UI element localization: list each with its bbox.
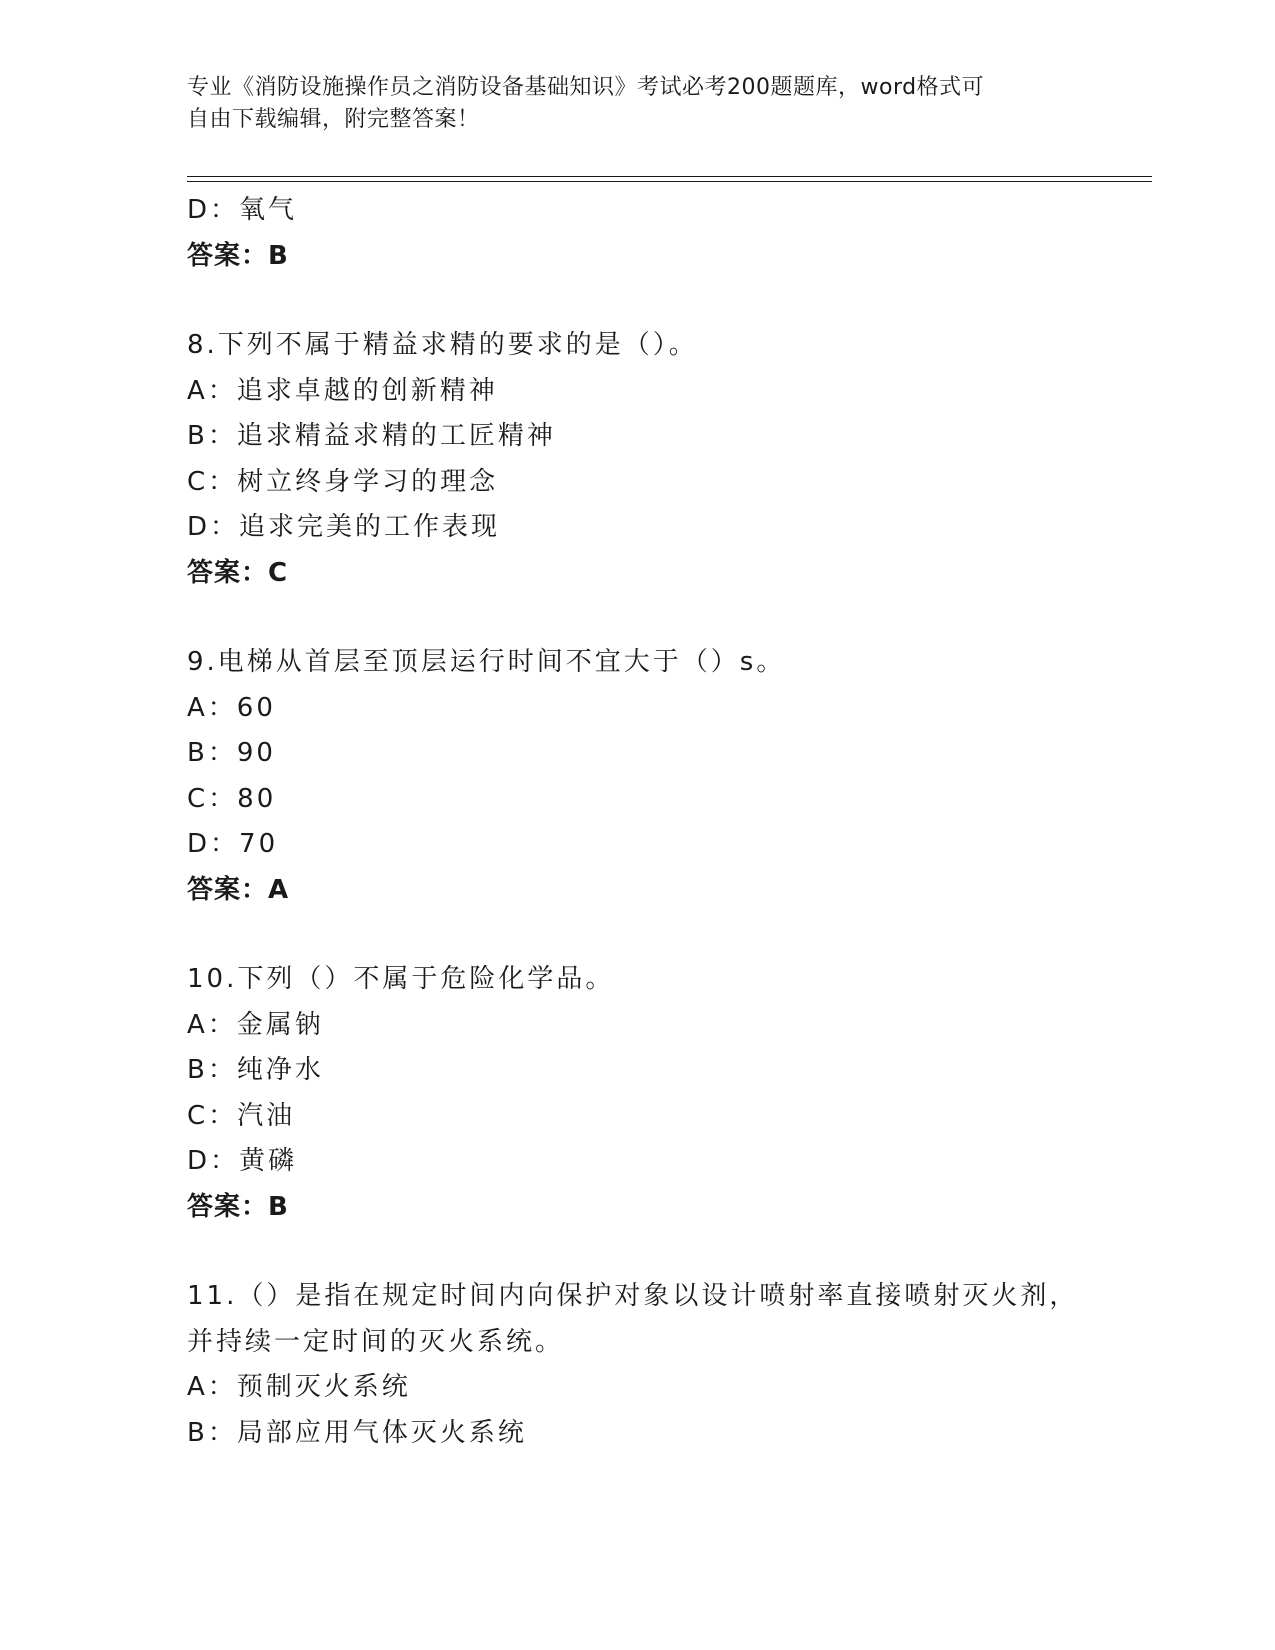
option-a: A：金属钠 xyxy=(187,1009,324,1040)
question-8 xyxy=(187,323,1087,596)
header-rule-top xyxy=(187,176,1152,177)
answer: 答案：A xyxy=(187,874,290,905)
option-c: C：汽油 xyxy=(187,1100,296,1131)
option-a: A：60 xyxy=(187,692,276,723)
option-b: B：90 xyxy=(187,738,276,768)
header-line-1: 专业《消防设施操作员之消防设备基础知识》考试必考200题题库，word格式可 xyxy=(187,75,985,100)
question-list xyxy=(187,188,1087,1456)
option-b: B：局部应用气体灭火系统 xyxy=(187,1417,527,1448)
answer: 答案：C xyxy=(187,557,289,588)
question-9 xyxy=(187,640,1087,913)
question-7-tail xyxy=(187,188,1087,279)
document-header xyxy=(187,72,1067,136)
option-b: B：追求精益求精的工匠精神 xyxy=(187,421,556,451)
answer: 答案：B xyxy=(187,240,289,271)
option-a: A：追求卓越的创新精神 xyxy=(187,375,498,406)
question-stem: 10.下列（）不属于危险化学品。 xyxy=(187,964,615,994)
question-10 xyxy=(187,957,1087,1230)
option-d: D：氧气 xyxy=(187,195,298,225)
question-stem: 9.电梯从首层至顶层运行时间不宜大于（）s。 xyxy=(187,647,786,677)
option-b: B：纯净水 xyxy=(187,1055,324,1085)
option-d: D：70 xyxy=(187,829,279,859)
option-d: D：黄磷 xyxy=(187,1146,298,1176)
question-stem-line-2: 并持续一定时间的灭火系统。 xyxy=(187,1326,565,1357)
option-c: C：树立终身学习的理念 xyxy=(187,466,499,497)
option-c: C：80 xyxy=(187,783,277,814)
header-rule-bottom xyxy=(187,181,1152,182)
option-d: D：追求完美的工作表现 xyxy=(187,512,501,542)
answer: 答案：B xyxy=(187,1191,289,1222)
question-11 xyxy=(187,1274,1087,1456)
option-a: A：预制灭火系统 xyxy=(187,1372,411,1402)
question-stem: 8.下列不属于精益求精的要求的是（）。 xyxy=(187,330,698,360)
question-stem-line-1: 11.（）是指在规定时间内向保护对象以设计喷射率直接喷射灭火剂， xyxy=(187,1281,1079,1311)
header-line-2: 自由下载编辑，附完整答案！ xyxy=(187,107,480,132)
